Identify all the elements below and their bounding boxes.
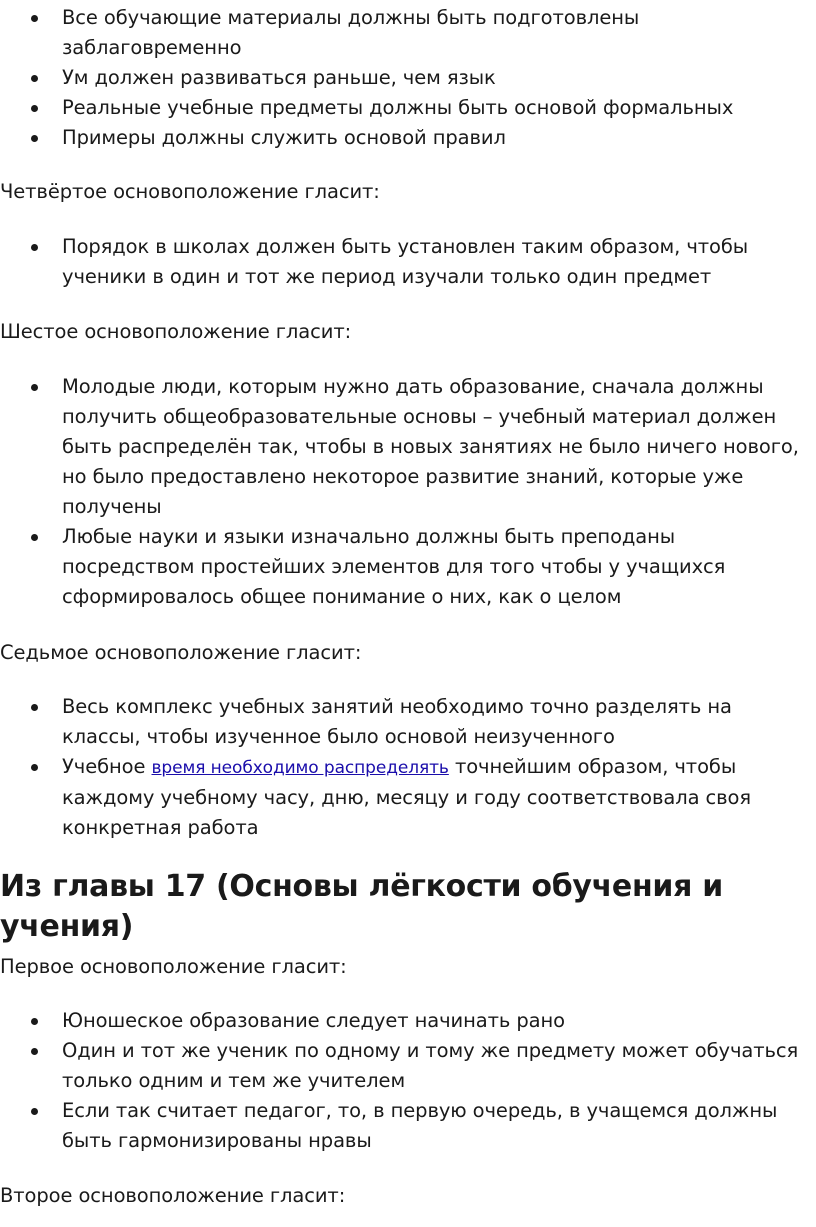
paragraph-fourth-principle: Четвёртое основоположение гласит: — [0, 180, 380, 203]
bullet-icon — [31, 135, 38, 142]
bullet-icon — [31, 704, 38, 711]
bullet-icon — [31, 105, 38, 112]
list-item: Юношеское образование следует начинать рано — [0, 1006, 816, 1036]
bullet-icon — [31, 244, 38, 251]
list-item: Молодые люди, которым нужно дать образование, сначала должны получить общеобразовательные основы – учебный материал должен быть распределён так, чтобы в новых занятиях не было ничего нового, но было предоставлено некоторое развитие знаний, которые уже получены — [0, 372, 816, 522]
paragraph-seventh-principle: Седьмое основоположение гласит: — [0, 641, 362, 664]
bullet-list-4 — [0, 692, 816, 843]
bullet-icon — [31, 1048, 38, 1055]
list-item: Учебное время необходимо распределять точнейшим образом, чтобы каждому учебному часу, дню, месяцу и году соответствовала своя конкретная работа — [0, 752, 816, 843]
bullet-list-3 — [0, 372, 816, 612]
paragraph-first-principle: Первое основоположение гласит: — [0, 955, 347, 978]
list-item: Весь комплекс учебных занятий необходимо точно разделять на классы, чтобы изученное было основой неизученного — [0, 692, 816, 752]
time-distribution-link[interactable]: время необходимо распределять — [151, 758, 449, 778]
list-item: Если так считает педагог, то, в первую очередь, в учащемся должны быть гармонизированы нравы — [0, 1096, 816, 1156]
list-item: Примеры должны служить основой правил — [0, 123, 816, 153]
bullet-icon — [31, 1108, 38, 1115]
list-item: Реальные учебные предметы должны быть основой формальных — [0, 93, 816, 123]
bullet-icon — [31, 15, 38, 22]
bullet-list-5 — [0, 1006, 816, 1156]
bullet-icon — [31, 764, 38, 771]
chapter-heading: Из главы 17 (Основы лёгкости обучения и учения) — [0, 869, 723, 944]
paragraph-sixth-principle: Шестое основоположение гласит: — [0, 320, 352, 343]
list-item: Ум должен развиваться раньше, чем язык — [0, 63, 816, 93]
bullet-list-2 — [0, 232, 816, 292]
list-item: Все обучающие материалы должны быть подготовлены заблаговременно — [0, 3, 816, 63]
bullet-icon — [31, 1018, 38, 1025]
list-item: Любые науки и языки изначально должны быть преподаны посредством простейших элементов для того чтобы у учащихся сформировалось общее понимание о них, как о целом — [0, 522, 816, 612]
bullet-icon — [31, 384, 38, 391]
bullet-icon — [31, 534, 38, 541]
bullet-icon — [31, 75, 38, 82]
list-item: Порядок в школах должен быть установлен таким образом, чтобы ученики в один и тот же период изучали только один предмет — [0, 232, 816, 292]
paragraph-second-principle: Второе основоположение гласит: — [0, 1184, 346, 1207]
bullet-list-1 — [0, 3, 816, 153]
list-item: Один и тот же ученик по одному и тому же предмету может обучаться только одним и тем же учителем — [0, 1036, 816, 1096]
